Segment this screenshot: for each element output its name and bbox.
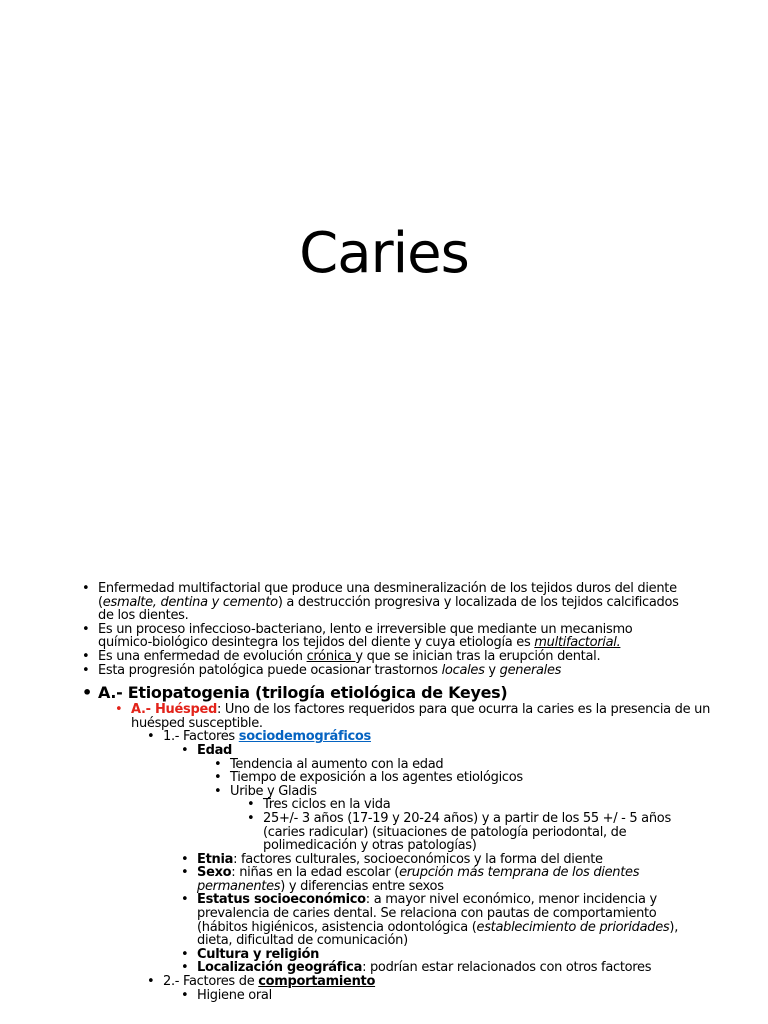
bullet-icon: • — [181, 865, 189, 881]
bullet-icon: • — [181, 742, 189, 758]
section-heading — [0, 683, 688, 703]
list-item — [0, 623, 688, 650]
etnia-label: Etnia — [197, 851, 234, 867]
intro-italic: locales — [441, 662, 485, 678]
intro-text: ) a destrucción progresiva y localizada de los tejidos calcificados de los dientes. — [98, 594, 679, 624]
bullet-icon: • — [115, 702, 123, 718]
list-item — [0, 975, 723, 989]
higiene-text: Higiene oral — [197, 987, 272, 1003]
list-item — [0, 758, 700, 772]
list-item — [0, 664, 688, 678]
bullet-icon: • — [214, 783, 222, 799]
bullet-icon: • — [181, 987, 189, 1003]
bullet-icon: • — [82, 662, 90, 678]
slide-content — [0, 582, 768, 1002]
slide-title: Caries — [299, 221, 469, 286]
localizacion-label: Localización geográfica — [197, 960, 363, 976]
bullet-icon: • — [147, 729, 155, 745]
cultura-label: Cultura y religión — [197, 946, 320, 962]
bullet-icon: • — [181, 946, 189, 962]
intro-text: Enfermedad multifactorial que produce una desmineralización de los tejidos duros del diente ( — [98, 581, 677, 610]
estatus-text: : a mayor nivel económico, menor incidencia y prevalencia de caries dental. Se relaciona con pautas de comportamiento (hábitos higiénicos, asistencia odontológica ( — [197, 892, 657, 935]
factor1-prefix: 1.- Factores — [163, 729, 239, 745]
intro-text: Esta progresión patológica puede ocasionar trastornos — [98, 662, 442, 678]
list-item — [0, 771, 700, 785]
bullet-icon: • — [181, 851, 189, 867]
bullet-icon: • — [214, 770, 222, 786]
host-text: : Uno de los factores requeridos para que ocurra la caries es la presencia de un huésped susceptible. — [131, 702, 711, 731]
bullet-icon: • — [181, 960, 189, 976]
sociodemograficos-link[interactable]: sociodemográficos — [238, 729, 371, 745]
section-heading-text: A.- Etiopatogenia (trilogía etiológica de Keyes) — [98, 683, 508, 703]
intro-text: y — [484, 662, 500, 678]
list-item — [0, 812, 703, 853]
list-item — [0, 866, 697, 893]
list-item — [0, 744, 697, 758]
intro-text: y que se inician tras la erupción dental. — [355, 648, 601, 664]
list-item — [0, 989, 697, 1003]
edad-item: Tendencia al aumento con la edad — [230, 756, 444, 772]
list-item — [0, 853, 697, 867]
factor2-prefix: 2.- Factores de — [163, 974, 259, 990]
bullet-icon: • — [82, 581, 90, 596]
bullet-icon: • — [82, 648, 90, 664]
estatus-italic: establecimiento de prioridades — [476, 919, 670, 935]
estatus-label: Estatus socioeconómico — [197, 892, 366, 908]
bullet-icon: • — [82, 683, 92, 703]
sexo-text: : niñas en la edad escolar ( — [231, 865, 400, 881]
bullet-icon: • — [247, 810, 255, 826]
bullet-icon: • — [181, 892, 189, 908]
comportamiento-label: comportamiento — [258, 974, 376, 990]
intro-italic: esmalte, dentina y cemento — [102, 594, 278, 610]
edad-subitem: 25+/- 3 años (17-19 y 20-24 años) y a partir de los 55 +/ - 5 años (caries radicular) (situaciones de patología periodontal, de polimedicación y otras patologías) — [263, 810, 671, 854]
intro-italic: generales — [499, 662, 562, 678]
intro-underline: crónica — [306, 648, 356, 664]
edad-item: Tiempo de exposición a los agentes etiológicos — [230, 770, 523, 786]
sexo-italic: erupción más temprana de los dientes permanentes — [197, 865, 640, 894]
list-item — [0, 893, 697, 947]
list-item — [0, 785, 700, 799]
sexo-label: Sexo — [197, 865, 232, 881]
localizacion-text: : podrían estar relacionados con otros factores — [362, 960, 652, 976]
estatus-text: ), dieta, dificultad de comunicación) — [197, 919, 679, 949]
intro-text: Es una enfermedad de evolución — [98, 648, 307, 664]
bullet-icon: • — [247, 797, 255, 813]
list-item — [0, 582, 688, 623]
host-label: A.- Huésped — [131, 702, 217, 718]
list-item — [0, 798, 703, 812]
list-item — [0, 703, 727, 730]
list-item — [0, 961, 697, 975]
etnia-text: : factores culturales, socioeconómicos y la forma del diente — [233, 851, 603, 867]
edad-label: Edad — [197, 742, 233, 758]
list-item — [0, 650, 688, 664]
edad-subitem: Tres ciclos en la vida — [263, 797, 391, 813]
bullet-icon: • — [82, 621, 90, 637]
bullet-icon: • — [214, 756, 222, 772]
sexo-text: ) y diferencias entre sexos — [280, 878, 444, 894]
list-item — [0, 948, 697, 962]
intro-emphasis: multifactorial. — [534, 635, 621, 651]
bullet-icon: • — [147, 974, 155, 990]
list-item — [0, 730, 723, 744]
edad-item: Uribe y Gladis — [230, 783, 317, 799]
intro-text: Es un proceso infeccioso-bacteriano, lento e irreversible que mediante un mecanismo químico-biológico desintegra los tejidos del diente y cuya etiología es — [98, 621, 633, 651]
